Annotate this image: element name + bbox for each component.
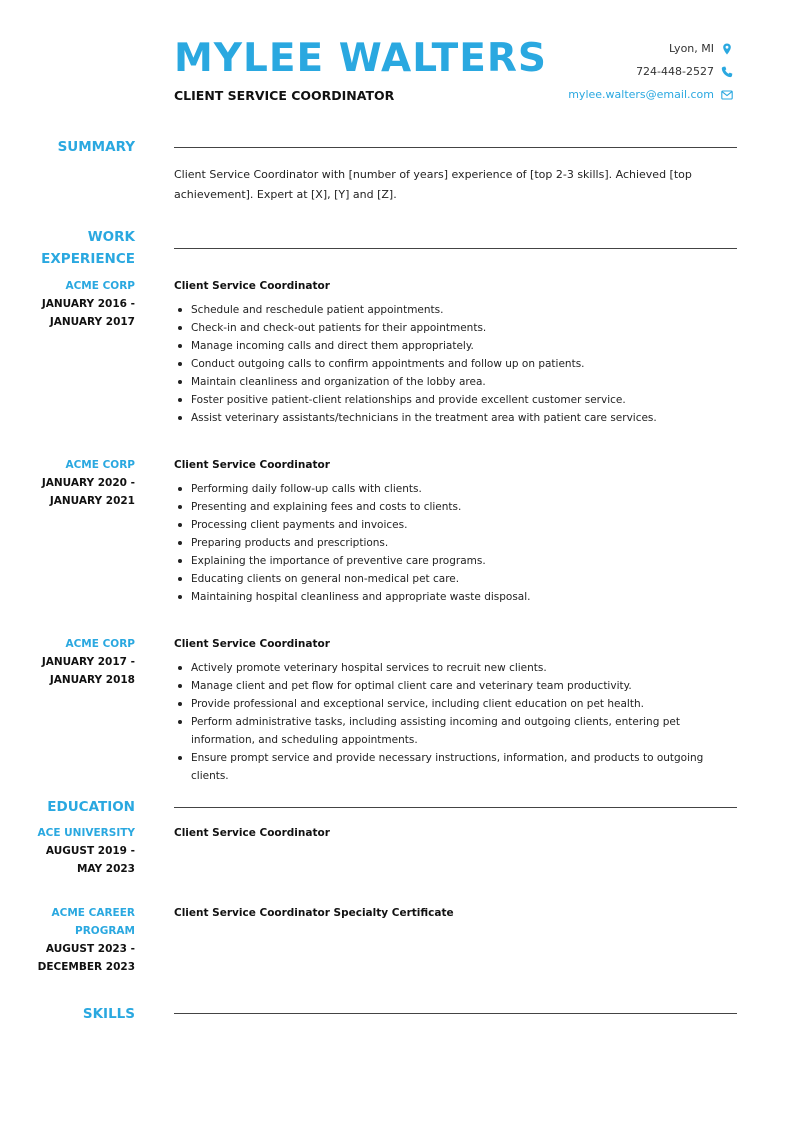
education-date-start: AUGUST 2019 -	[45, 845, 135, 857]
job-title: Client Service Coordinator	[174, 459, 330, 471]
job-bullet: Check-in and check-out patients for their appointments.	[174, 319, 739, 337]
job-date-start: JANUARY 2017 -	[41, 656, 135, 668]
skills-heading: SKILLS	[82, 1006, 135, 1022]
experience-heading-line2: EXPERIENCE	[41, 251, 135, 267]
phone-text: 724-448-2527	[636, 65, 714, 78]
envelope-icon	[721, 89, 733, 101]
job-date-end: JANUARY 2018	[49, 674, 135, 686]
email-text[interactable]: mylee.walters@email.com	[568, 88, 714, 101]
education-date-start: AUGUST 2023 -	[45, 943, 135, 955]
job-bullet: Conduct outgoing calls to confirm appointments and follow up on patients.	[174, 355, 739, 373]
contact-location	[669, 42, 733, 55]
candidate-name: MYLEE WALTERS	[174, 36, 547, 81]
summary-divider	[174, 147, 737, 148]
job-bullet: Educating clients on general non-medical pet care.	[174, 570, 739, 588]
contact-email[interactable]	[568, 88, 733, 101]
job-bullet: Provide professional and exceptional service, including client education on pet health.	[174, 695, 739, 713]
job-company: ACME CORP	[65, 638, 135, 650]
job-bullet: Actively promote veterinary hospital services to recruit new clients.	[174, 659, 739, 677]
phone-icon	[721, 66, 733, 78]
school-name-line1: ACME CAREER	[51, 907, 135, 919]
education-2-details	[174, 904, 739, 922]
job-title: Client Service Coordinator	[174, 638, 330, 650]
job-3-meta	[30, 635, 135, 689]
summary-text: Client Service Coordinator with [number of years] experience of [top 2-3 skills]. Achieved [top achievement]. Expert at [X], [Y] and [Z].	[174, 168, 692, 201]
job-bullet: Perform administrative tasks, including assisting incoming and outgoing clients, entering pet information, and scheduling appointments.	[174, 713, 739, 749]
summary-heading: SUMMARY	[57, 139, 135, 155]
school-name: ACE UNIVERSITY	[37, 827, 135, 839]
job-bullet: Processing client payments and invoices.	[174, 516, 739, 534]
job-2-meta	[30, 456, 135, 510]
candidate-title: CLIENT SERVICE COORDINATOR	[174, 88, 395, 103]
job-bullet: Maintaining hospital cleanliness and appropriate waste disposal.	[174, 588, 739, 606]
job-bullet-list	[174, 659, 739, 785]
job-bullet-list	[174, 301, 739, 427]
education-1-meta	[30, 824, 135, 878]
job-3-details	[174, 635, 739, 785]
job-2-details	[174, 456, 739, 606]
job-bullet: Preparing products and prescriptions.	[174, 534, 739, 552]
job-date-end: JANUARY 2021	[49, 495, 135, 507]
job-company: ACME CORP	[65, 280, 135, 292]
experience-heading-line1: WORK	[87, 229, 135, 245]
education-1-details	[174, 824, 739, 842]
job-bullet: Explaining the importance of preventive care programs.	[174, 552, 739, 570]
job-bullet: Assist veterinary assistants/technicians in the treatment area with patient care services.	[174, 409, 739, 427]
education-2-meta	[30, 904, 135, 976]
experience-divider	[174, 248, 737, 249]
job-date-start: JANUARY 2020 -	[41, 477, 135, 489]
education-heading: EDUCATION	[47, 799, 135, 815]
job-bullet: Presenting and explaining fees and costs to clients.	[174, 498, 739, 516]
contact-phone	[636, 65, 733, 78]
location-pin-icon	[721, 43, 733, 55]
job-date-end: JANUARY 2017	[49, 316, 135, 328]
job-bullet: Manage client and pet flow for optimal client care and veterinary team productivity.	[174, 677, 739, 695]
job-bullet: Ensure prompt service and provide necessary instructions, information, and products to outgoing clients.	[174, 749, 739, 785]
job-bullet: Performing daily follow-up calls with clients.	[174, 480, 739, 498]
education-date-end: MAY 2023	[76, 863, 135, 875]
job-bullet-list	[174, 480, 739, 606]
education-date-end: DECEMBER 2023	[37, 961, 135, 973]
job-title: Client Service Coordinator	[174, 280, 330, 292]
education-divider	[174, 807, 737, 808]
job-bullet: Maintain cleanliness and organization of the lobby area.	[174, 373, 739, 391]
job-1-meta	[30, 277, 135, 331]
job-bullet: Schedule and reschedule patient appointments.	[174, 301, 739, 319]
job-date-start: JANUARY 2016 -	[41, 298, 135, 310]
degree-title: Client Service Coordinator Specialty Certificate	[174, 907, 454, 919]
job-bullet: Foster positive patient-client relationships and provide excellent customer service.	[174, 391, 739, 409]
experience-heading	[30, 226, 135, 270]
skills-divider	[174, 1013, 737, 1014]
school-name-line2: PROGRAM	[75, 925, 135, 937]
job-1-details	[174, 277, 739, 427]
job-company: ACME CORP	[65, 459, 135, 471]
job-bullet: Manage incoming calls and direct them appropriately.	[174, 337, 739, 355]
location-text: Lyon, MI	[668, 42, 714, 55]
degree-title: Client Service Coordinator	[174, 827, 330, 839]
